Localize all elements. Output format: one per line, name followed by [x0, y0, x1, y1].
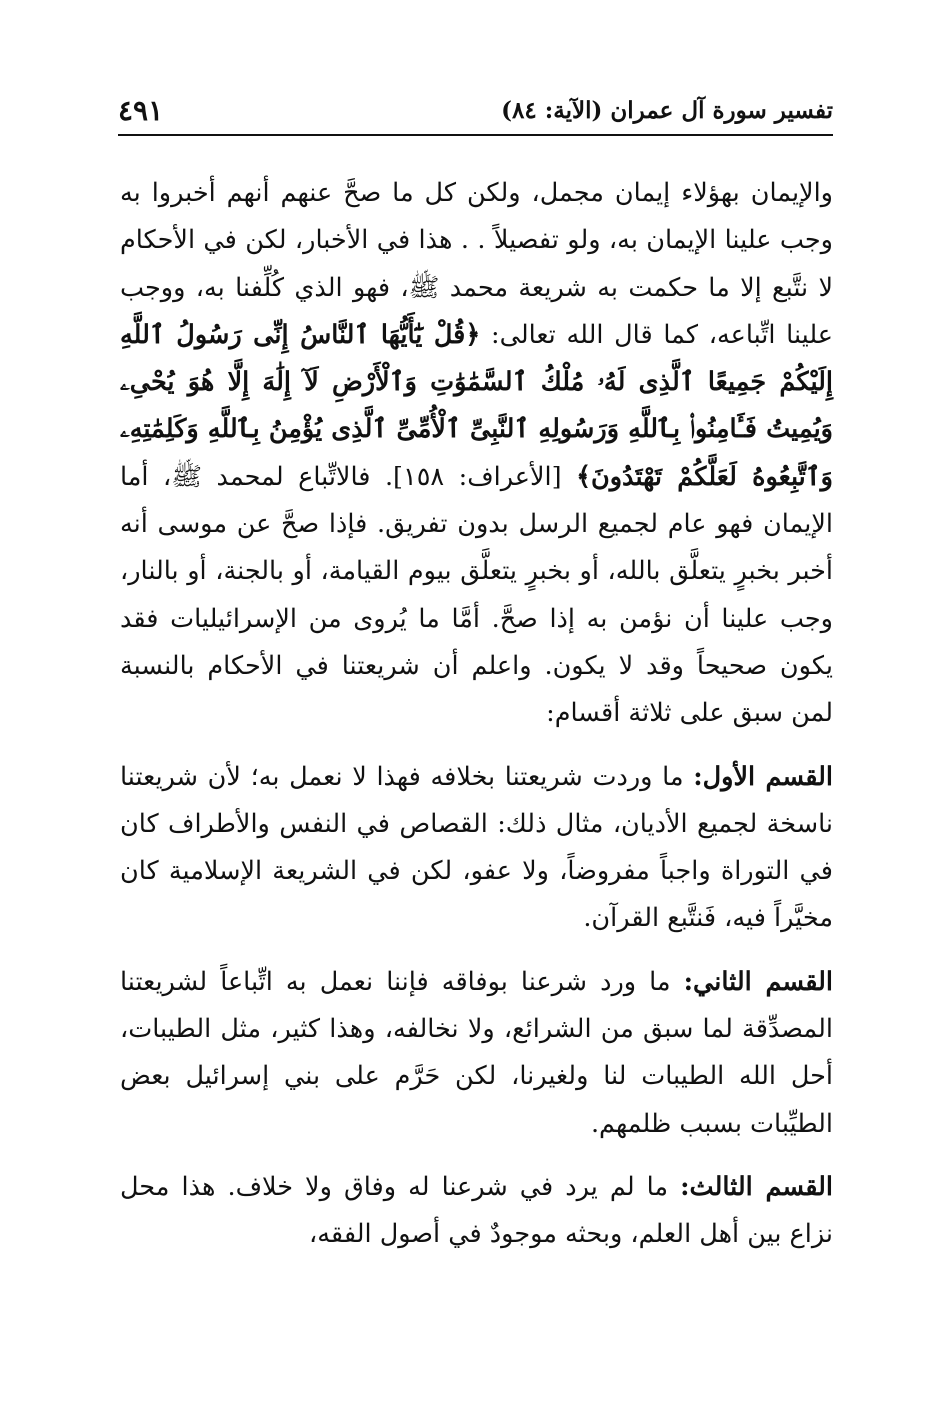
- page-number: ٤٩١: [118, 93, 164, 127]
- paragraph-text: والإيمان بهؤلاء إيمان مجمل، ولكن كل ما صحَّ عنهم أنهم أخبروا به وجب علينا الإيمان به، ولو تفصيلاً . . هذا في الأخبار، لكن في الأحكام لا نتَّبع إلا ما حكمت به شريعة محمد ﷺ، فهو الذي كُلِّفنا به، ووجب علينا اتِّباعه، كما قال الله تعالى:: [120, 178, 833, 350]
- section-text: ما ورد شرعنا بوفاقه فإننا نعمل به اتِّباعاً لشريعتنا المصدِّقة لما سبق من الشرائع، ولا نخالفه، وهذا كثير، مثل الطيبات، أحل الله الطيبات لنا ولغيرنا، لكن حَرَّم على بني إسرائيل بعض الطيِّبات بسبب ظلمهم.: [120, 966, 833, 1139]
- paragraph-text: [الأعراف: ١٥٨]. فالاتِّباع لمحمد ﷺ، أما الإيمان فهو عام لجميع الرسل بدون تفريق. فإذا صحَّ عن موسى أنه أخبر بخبرٍ يتعلَّق بالله، أو بخبرٍ يتعلَّق بيوم القيامة، أو بالجنة، أو بالنار، وجب علينا أن نؤمن به إذا صحَّ. أمَّا ما يُروى من الإسرائيليات فقد يكون صحيحاً وقد لا يكون. واعلم أن شريعتنا في الأحكام بالنسبة لمن سبق على ثلاثة أقسام:: [120, 461, 833, 729]
- section-term: القسم الثالث:: [680, 1171, 833, 1202]
- header-rule: [118, 134, 833, 136]
- section-first: [120, 754, 833, 943]
- section-term: القسم الأول:: [693, 761, 834, 792]
- quran-verse: ﴿قُلْ يَٰٓأَيُّهَا ٱلنَّاسُ إِنِّى رَسُولُ ٱللَّهِ إِلَيْكُمْ جَمِيعًا ٱلَّذِى لَهُۥ مُلْكُ ٱلسَّمَٰوَٰتِ وَٱلْأَرْضِ لَآ إِلَٰهَ إِلَّا هُوَ يُحْىِۦ وَيُمِيتُ فَـَٔامِنُوا۟ بِٱللَّهِ وَرَسُولِهِ ٱلنَّبِىِّ ٱلْأُمِّىِّ ٱلَّذِى يُؤْمِنُ بِٱللَّهِ وَكَلِمَٰتِهِۦ وَٱتَّبِعُوهُ لَعَلَّكُمْ تَهْتَدُونَ﴾: [120, 319, 833, 492]
- section-second: [120, 959, 833, 1148]
- section-third: [120, 1164, 833, 1259]
- page-header: [118, 88, 833, 132]
- page-body: [120, 170, 833, 1259]
- section-term: القسم الثاني:: [683, 966, 834, 997]
- section-text: ما لم يرد في شرعنا له وفاق ولا خلاف. هذا محل نزاع بين أهل العلم، وبحثه موجودٌ في أصول الفقه،: [120, 1171, 833, 1250]
- running-title: تفسير سورة آل عمران (الآية: ٨٤): [501, 96, 833, 124]
- paragraph: [120, 170, 833, 738]
- section-text: ما وردت شريعتنا بخلافه فهذا لا نعمل به؛ لأن شريعتنا ناسخة لجميع الأديان، مثال ذلك: القصاص في النفس والأطراف كان في التوراة واجباً مفروضاً، ولا عفو، لكن في الشريعة الإسلامية كان مخيَّراً فيه، فَنتَّبع القرآن.: [120, 761, 833, 934]
